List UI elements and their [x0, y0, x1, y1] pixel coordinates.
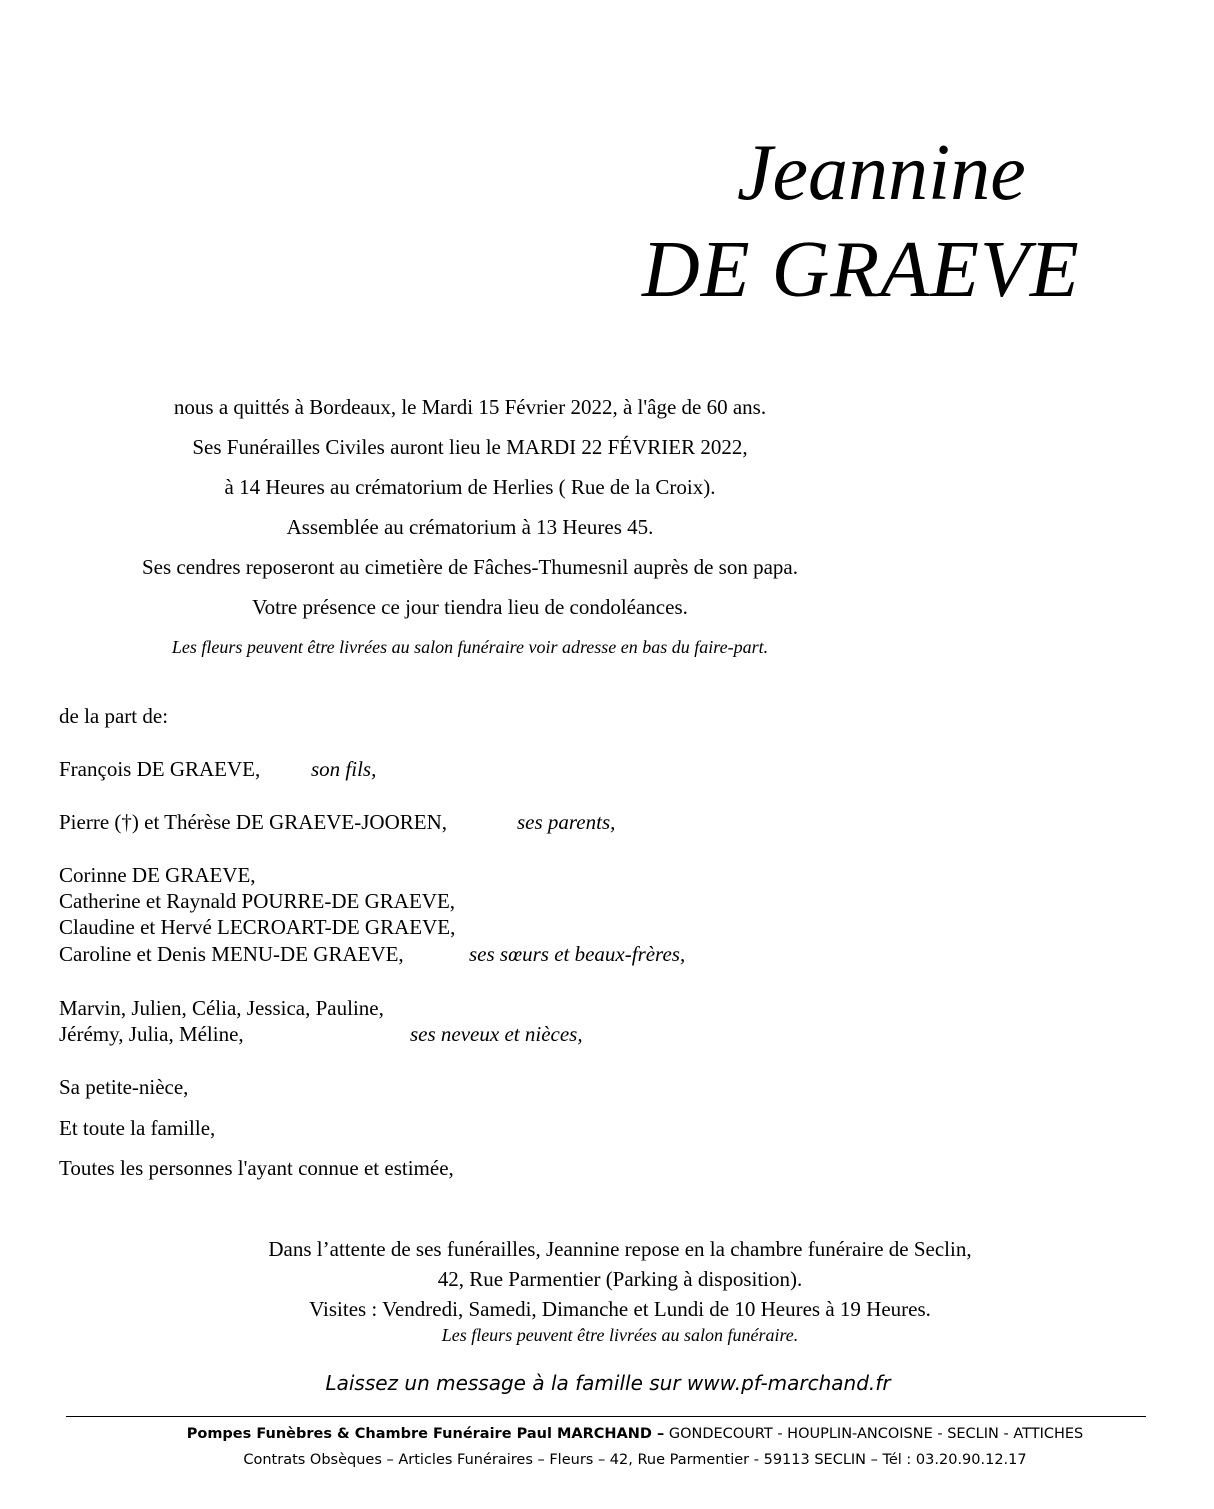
sister-4-name: Caroline et Denis MENU-DE GRAEVE, [59, 942, 404, 966]
sister-4 [59, 941, 686, 968]
condolences-line: Votre présence ce jour tiendra lieu de condoléances. [252, 595, 688, 619]
parents-name: Pierre (†) et Thérèse DE GRAEVE-JOOREN, [59, 810, 448, 834]
sister-3: Claudine et Hervé LECROART-DE GRAEVE, [59, 915, 456, 939]
footer-divider [66, 1416, 1146, 1417]
assembly-line: Assemblée au crématorium à 13 Heures 45. [286, 515, 654, 539]
family-son [59, 756, 377, 783]
family-intro: de la part de: [59, 704, 169, 728]
sister-1: Corinne DE GRAEVE, [59, 863, 256, 887]
death-notice-line: nous a quittés à Bordeaux, le Mardi 15 Février 2022, à l'âge de 60 ans. [173, 395, 767, 419]
visitation-line-1: Dans l’attente de ses funérailles, Jeannine repose en la chambre funéraire de Seclin, [268, 1237, 972, 1261]
nephews-relation: ses neveux et nièces, [410, 1022, 583, 1046]
flowers-note: Les fleurs peuvent être livrées au salon funéraire voir adresse en bas du faire-part. [171, 637, 769, 657]
son-relation: son fils, [311, 757, 377, 781]
message-link[interactable]: Laissez un message à la famille sur www.pf-marchand.fr [325, 1371, 891, 1395]
visitation-hours: Visites : Vendredi, Samedi, Dimanche et Lundi de 10 Heures à 19 Heures. [309, 1297, 931, 1321]
ashes-line: Ses cendres reposeront au cimetière de Fâches-Thumesnil auprès de son papa. [141, 555, 798, 579]
acquaintances: Toutes les personnes l'ayant connue et estimée, [59, 1156, 454, 1180]
footer-company-line [0, 1426, 1214, 1442]
nephews-line-2 [59, 1021, 583, 1048]
son-name: François DE GRAEVE, [59, 757, 261, 781]
grand-niece: Sa petite-nièce, [59, 1075, 189, 1099]
deceased-last-name: DE GRAEVE [642, 226, 1080, 314]
footer-company: Pompes Funèbres & Chambre Funéraire Paul MARCHAND – [186, 1426, 665, 1442]
sisters-relation: ses sœurs et beaux-frères, [469, 942, 686, 966]
parents-relation: ses parents, [517, 810, 616, 834]
visitation-address: 42, Rue Parmentier (Parking à disposition). [437, 1267, 803, 1291]
funeral-place-line: à 14 Heures au crématorium de Herlies ( Rue de la Croix). [224, 475, 716, 499]
funeral-date-line: Ses Funérailles Civiles auront lieu le MARDI 22 FÉVRIER 2022, [192, 435, 748, 459]
footer-towns: GONDECOURT - HOUPLIN-ANCOISNE - SECLIN - ATTICHES [664, 1426, 1084, 1442]
nephews-line-1: Marvin, Julien, Célia, Jessica, Pauline, [59, 996, 384, 1020]
family-parents [59, 809, 616, 836]
sister-2: Catherine et Raynald POURRE-DE GRAEVE, [59, 889, 456, 913]
footer-services: Contrats Obsèques – Articles Funéraires – Fleurs – 42, Rue Parmentier - 59113 SECLIN – Tél : 03.20.90.12.17 [243, 1452, 1027, 1468]
visitation-flowers-note: Les fleurs peuvent être livrées au salon funéraire. [441, 1325, 799, 1345]
deceased-first-name: Jeannine [737, 129, 1026, 217]
whole-family: Et toute la famille, [59, 1116, 216, 1140]
nephews-line-2-names: Jérémy, Julia, Méline, [59, 1022, 244, 1046]
